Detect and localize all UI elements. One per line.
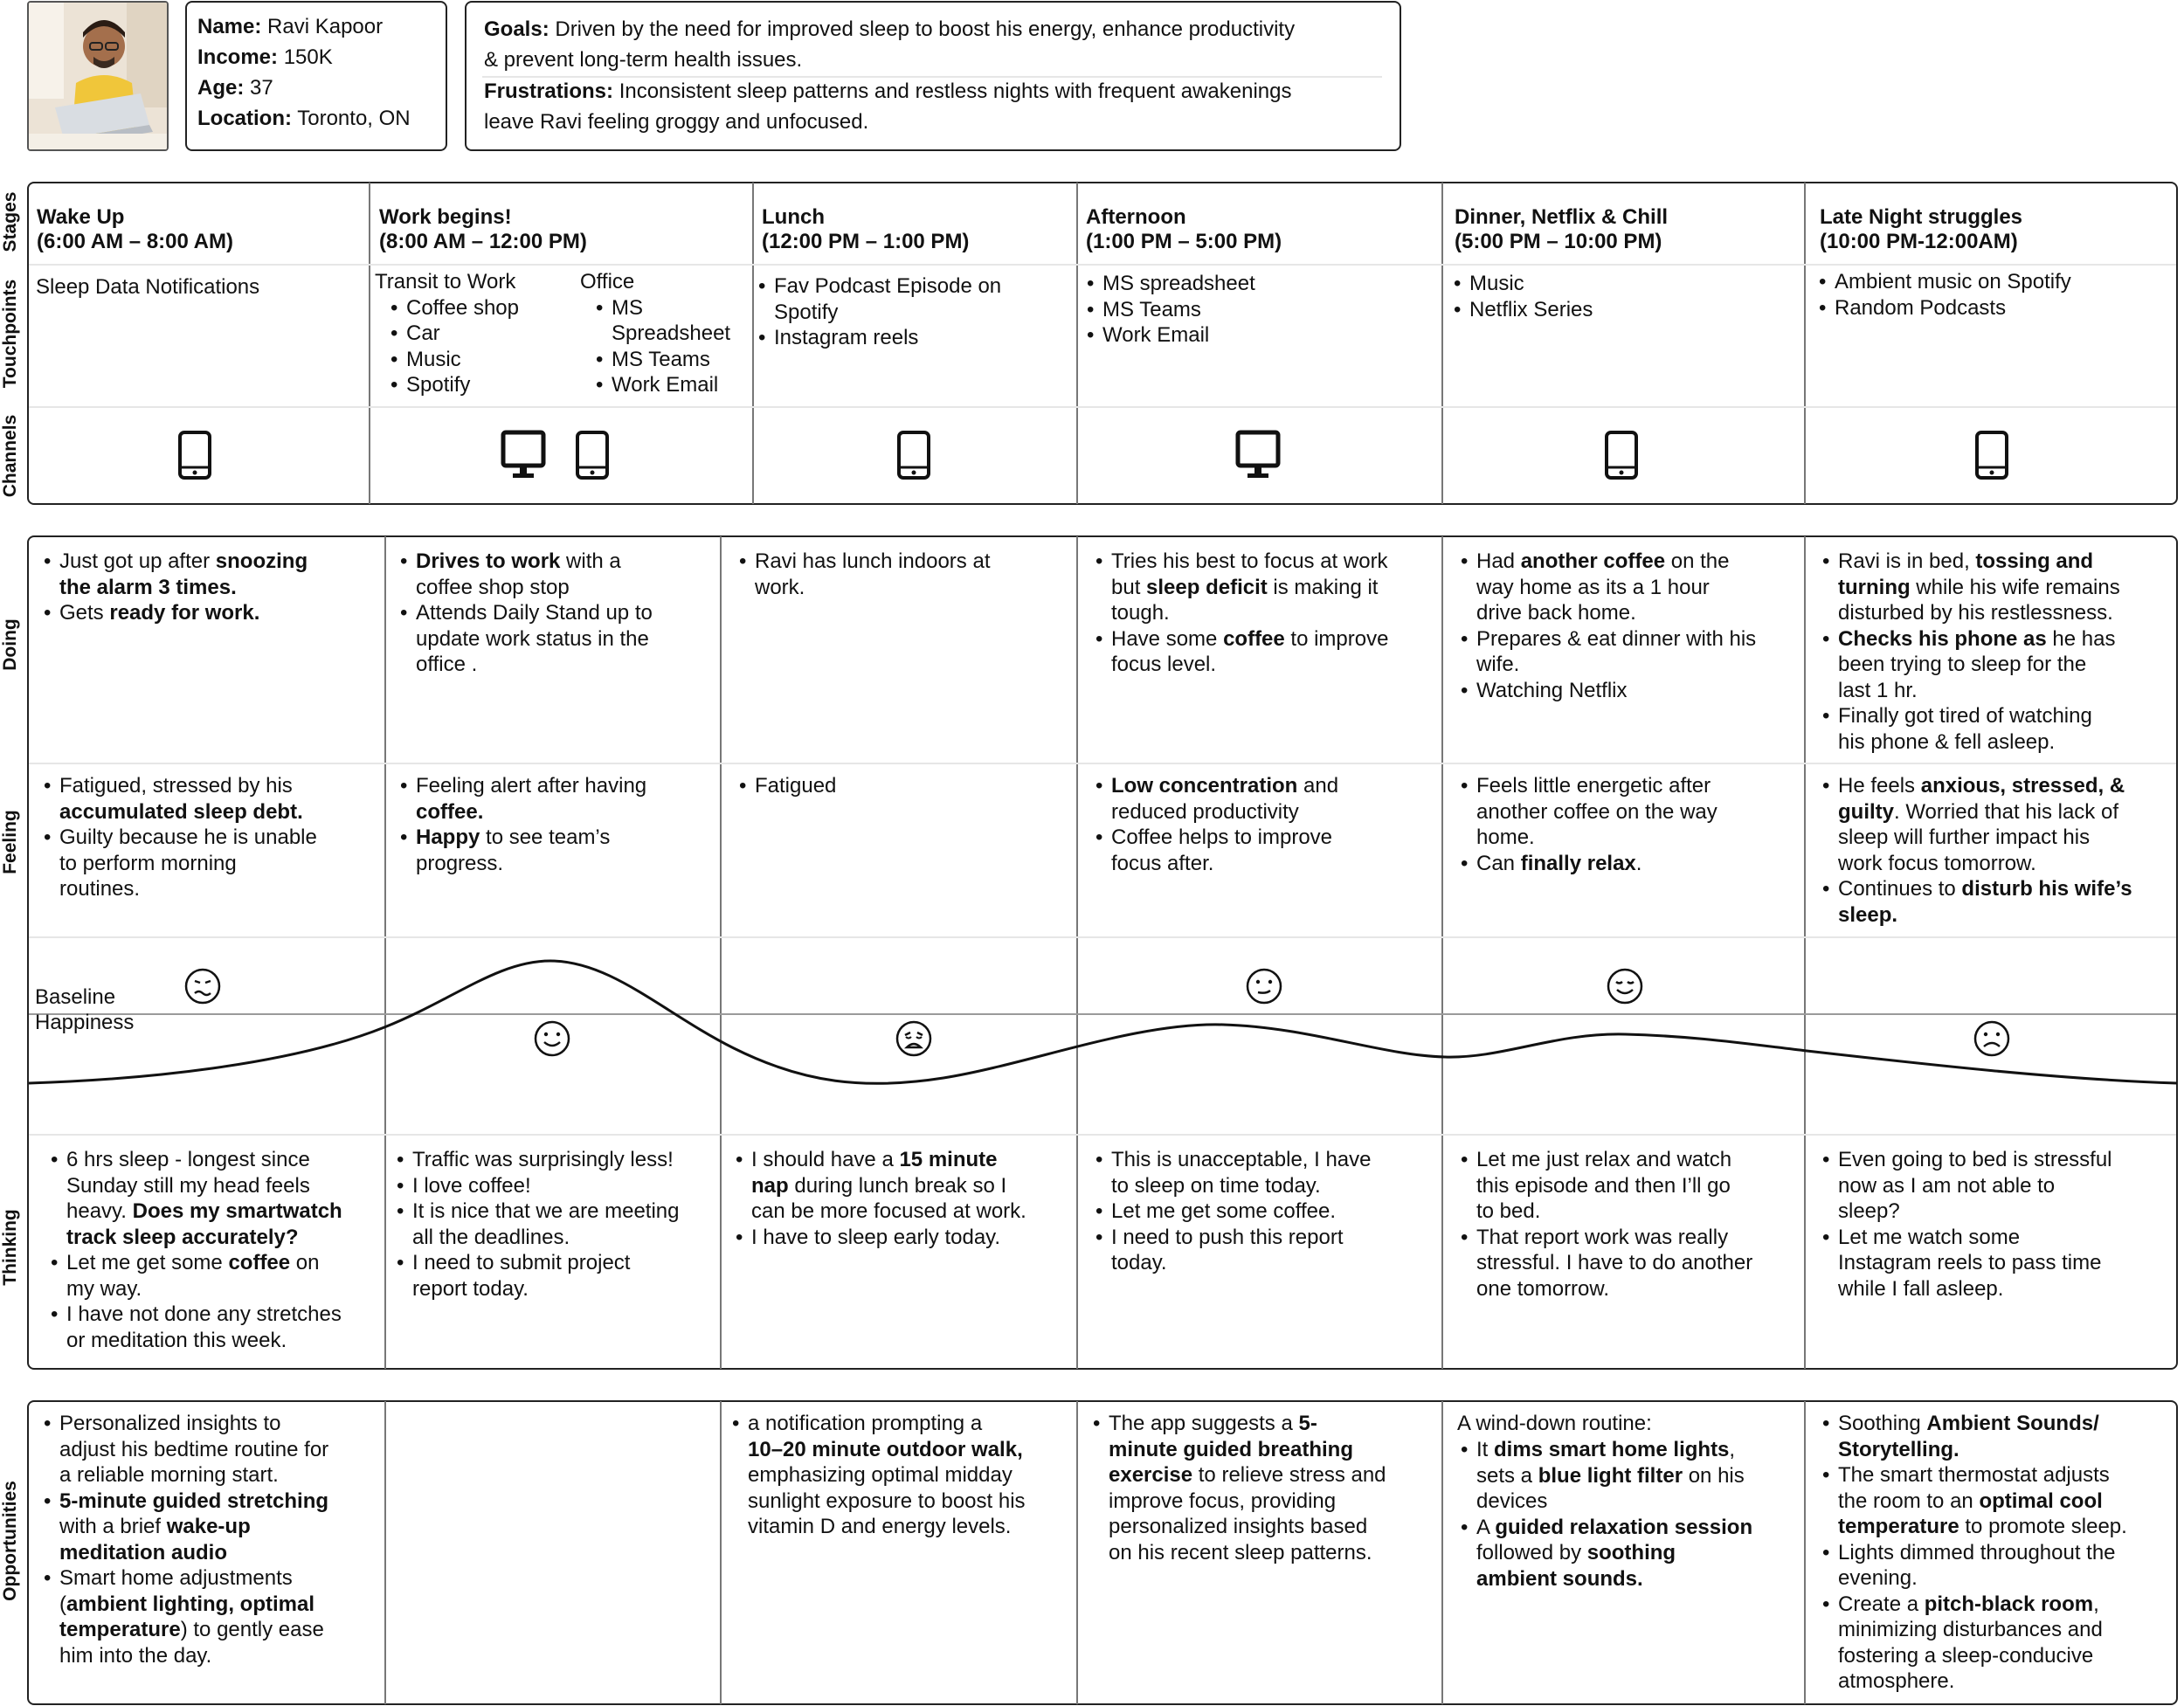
bullet-line: Fatigued bbox=[755, 774, 837, 798]
bullet-item bbox=[739, 1225, 1076, 1251]
bullet-line: his phone & fell asleep. bbox=[1838, 729, 2056, 754]
bullet-line: sleep? bbox=[1838, 1199, 1900, 1223]
touchpoint-item: • Random Podcasts bbox=[1822, 295, 2071, 321]
bullet-line: Feels little energetic after bbox=[1476, 774, 1711, 798]
baseline-label: Baseline Happiness bbox=[35, 985, 135, 1034]
bullet-line: temperature) to gently ease bbox=[59, 1618, 324, 1641]
bullet-item bbox=[400, 1173, 720, 1199]
bullet-line: the room to an optimal cool bbox=[1838, 1488, 2103, 1513]
persona-frustrations-cont: leave Ravi feeling groggy and unfocused. bbox=[484, 110, 869, 134]
bullet-line: improve focus, providing bbox=[1109, 1488, 1337, 1513]
bullet-item bbox=[1826, 1225, 2177, 1302]
bullet-line: A guided relaxation session bbox=[1476, 1515, 1753, 1539]
bullet-line: focus level. bbox=[1111, 653, 1217, 676]
bullet-line: with a brief wake-up bbox=[59, 1515, 251, 1538]
bullet-line: Attends Daily Stand up to bbox=[416, 601, 653, 625]
bullet-line: Let me just relax and watch bbox=[1476, 1148, 1732, 1171]
bullet-line: Traffic was surprisingly less! bbox=[412, 1148, 674, 1171]
bullet-line: Drives to work with a bbox=[416, 549, 621, 573]
bullet-item bbox=[1464, 1437, 1803, 1515]
bullet-line: work. bbox=[755, 575, 805, 599]
bullet-line: Guilty because he is unable bbox=[59, 825, 317, 849]
bullet-line: work focus tomorrow. bbox=[1838, 851, 2036, 875]
bullet-line: Instagram reels to pass time bbox=[1838, 1251, 2102, 1274]
touchpoint-item: • Ambient music on Spotify bbox=[1822, 269, 2071, 295]
thinking-cell bbox=[35, 1147, 384, 1353]
bullet-line: (ambient lighting, optimal bbox=[59, 1592, 314, 1616]
bullet-item bbox=[736, 1411, 1075, 1540]
happy-face-icon bbox=[533, 1019, 571, 1058]
bullet-line: atmosphere. bbox=[1838, 1669, 1955, 1693]
row-label-stages: Stages bbox=[0, 191, 20, 252]
bullet-line: followed by soothing bbox=[1476, 1541, 1676, 1564]
bullet-line: Let me watch some bbox=[1838, 1225, 2021, 1249]
opportunity-divider bbox=[384, 1401, 386, 1704]
bullet-line: accumulated sleep debt. bbox=[59, 799, 303, 824]
persona-income: Income: 150K bbox=[197, 45, 333, 69]
touchpoint-item: • MS Spreadsheet bbox=[599, 295, 730, 347]
stressed-face-icon bbox=[183, 967, 222, 1005]
bullet-line: I need to push this report bbox=[1111, 1225, 1344, 1249]
bullet-line: nap during lunch break so I bbox=[751, 1173, 1007, 1198]
bullet-line: That report work was really bbox=[1476, 1225, 1729, 1249]
persona-name: Name: Ravi Kapoor bbox=[197, 15, 384, 38]
thinking-cell bbox=[1807, 1147, 2177, 1302]
bullet-line: this episode and then I’ll go bbox=[1476, 1173, 1731, 1198]
bullet-line: Ravi has lunch indoors at bbox=[755, 549, 991, 573]
bullet-item bbox=[47, 1565, 381, 1668]
bullet-line: coffee shop stop bbox=[416, 575, 570, 599]
bullet-line: way home as its a 1 hour bbox=[1476, 575, 1710, 599]
bullet-line: Coffee helps to improve bbox=[1111, 825, 1333, 849]
row-label-feeling: Feeling bbox=[0, 810, 20, 874]
bullet-item bbox=[1826, 1592, 2177, 1695]
bullet-line: office . bbox=[416, 653, 478, 676]
stage-title-afternoon: Afternoon (1:00 PM – 5:00 PM) bbox=[1086, 205, 1282, 253]
bullet-line: heavy. Does my smartwatch bbox=[66, 1199, 342, 1223]
bullet-line: sunlight exposure to boost his bbox=[748, 1488, 1026, 1513]
bullet-item bbox=[1826, 1147, 2177, 1225]
row-label-thinking: Thinking bbox=[0, 1209, 20, 1286]
bullet-line: Even going to bed is stressful bbox=[1838, 1148, 2112, 1171]
bullet-item bbox=[1099, 1225, 1440, 1276]
bullet-line: Have some coffee to improve bbox=[1111, 626, 1389, 651]
opportunity-cell bbox=[1077, 1411, 1440, 1565]
touchpoint-item: • MS spreadsheet bbox=[1090, 271, 1255, 297]
bullet-line: another coffee on the way bbox=[1476, 799, 1717, 824]
bullet-item bbox=[400, 1147, 720, 1173]
bullet-line: Personalized insights to bbox=[59, 1412, 281, 1435]
tired-face-icon bbox=[895, 1019, 933, 1058]
bullet-item bbox=[1099, 1147, 1440, 1198]
bullet-line: reduced productivity bbox=[1111, 799, 1299, 824]
row-label-touchpoints: Touchpoints bbox=[0, 279, 20, 389]
touchpoint-item: • Work Email bbox=[599, 372, 730, 398]
bullet-line: all the deadlines. bbox=[412, 1225, 570, 1249]
opportunity-divider bbox=[1441, 1401, 1443, 1704]
bullet-line: Feeling alert after having bbox=[416, 774, 647, 798]
bullet-line: Let me get some coffee. bbox=[1111, 1199, 1337, 1223]
bullet-line: exercise to relieve stress and bbox=[1109, 1463, 1386, 1487]
touchpoint-heading: Transit to Work bbox=[375, 270, 516, 294]
bullet-line: 10–20 minute outdoor walk, bbox=[748, 1437, 1023, 1461]
bullet-line: Prepares & eat dinner with his bbox=[1476, 626, 1757, 651]
stage-title-wake: Wake Up (6:00 AM – 8:00 AM) bbox=[37, 205, 233, 253]
touchpoint-item: • Fav Podcast Episode on Spotify bbox=[762, 273, 1001, 325]
bullet-line: a reliable morning start. bbox=[59, 1463, 279, 1487]
bullet-line: my way. bbox=[66, 1276, 142, 1301]
bullet-line: Watching Netflix bbox=[1476, 678, 1628, 702]
bullet-line: home. bbox=[1476, 825, 1535, 849]
bullet-item bbox=[739, 1147, 1076, 1225]
stage-title-dinner: Dinner, Netflix & Chill (5:00 PM – 10:00 PM) bbox=[1455, 205, 1669, 253]
bullet-line: progress. bbox=[416, 851, 504, 875]
bullet-item bbox=[1099, 1198, 1440, 1225]
bullet-line: Continues to disturb his wife’s bbox=[1838, 877, 2132, 901]
opportunity-cell bbox=[1445, 1437, 1803, 1592]
bullet-line: minimizing disturbances and bbox=[1838, 1618, 2103, 1641]
bullet-line: evening. bbox=[1838, 1566, 1918, 1590]
bullet-item bbox=[47, 1411, 381, 1488]
bullet-line: to bed. bbox=[1476, 1199, 1541, 1223]
bullet-line: sleep. bbox=[1838, 902, 1898, 927]
opportunity-heading: A wind-down routine: bbox=[1457, 1412, 1652, 1435]
bullet-line: one tomorrow. bbox=[1476, 1276, 1610, 1301]
stage-title-late: Late Night struggles (10:00 PM-12:00AM) bbox=[1820, 205, 2023, 253]
touchpoint-item: • Instagram reels bbox=[762, 325, 1001, 351]
bullet-line: I love coffee! bbox=[412, 1173, 531, 1198]
bullet-line: ambient sounds. bbox=[1476, 1566, 1643, 1591]
bullet-line: Low concentration and bbox=[1111, 774, 1339, 798]
touchpoint-item: • Work Email bbox=[1090, 322, 1255, 349]
bullet-line: been trying to sleep for the bbox=[1838, 653, 2087, 676]
bullet-line: Create a pitch-black room, bbox=[1838, 1592, 2099, 1616]
emotion-curve-line bbox=[29, 961, 2177, 1083]
bullet-line: Soothing Ambient Sounds/ bbox=[1838, 1412, 2099, 1435]
bullet-line: Lights dimmed throughout the bbox=[1838, 1540, 2116, 1564]
bullet-line: Had another coffee on the bbox=[1476, 549, 1730, 573]
bullet-line: 6 hrs sleep - longest since bbox=[66, 1148, 310, 1171]
touchpoint-item: • Coffee shop bbox=[394, 295, 519, 321]
bullet-line: minute guided breathing bbox=[1109, 1437, 1353, 1461]
sad-face-icon bbox=[1973, 1019, 2011, 1058]
touchpoint-item: • Netflix Series bbox=[1457, 297, 1593, 323]
bullet-line: last 1 hr. bbox=[1838, 678, 1918, 702]
bullet-line: focus after. bbox=[1111, 851, 1214, 875]
thinking-cell bbox=[1445, 1147, 1803, 1302]
touchpoint-wake: Sleep Data Notifications bbox=[36, 275, 260, 299]
bullet-line: wife. bbox=[1476, 653, 1520, 676]
bullet-line: today. bbox=[1111, 1251, 1167, 1274]
bullet-item bbox=[1096, 1411, 1440, 1565]
stage-title-lunch: Lunch (12:00 PM – 1:00 PM) bbox=[762, 205, 970, 253]
stage-title-work: Work begins! (8:00 AM – 12:00 PM) bbox=[379, 205, 587, 253]
bullet-line: Fatigued, stressed by his bbox=[59, 774, 293, 798]
bullet-line: I need to submit project bbox=[412, 1251, 631, 1274]
persona-frustrations: Frustrations: Inconsistent sleep patterns and restless nights with frequent awakenings bbox=[484, 79, 1292, 103]
bullet-item bbox=[400, 1198, 720, 1250]
bullet-item bbox=[1826, 1462, 2177, 1540]
bullet-item bbox=[54, 1302, 384, 1353]
bullet-line: Storytelling. bbox=[1838, 1437, 1959, 1461]
bullet-line: It dims smart home lights, bbox=[1476, 1438, 1736, 1461]
bullet-line: to perform morning bbox=[59, 851, 237, 875]
bullet-line: adjust his bedtime routine for bbox=[59, 1437, 329, 1461]
bullet-line: Let me get some coffee on bbox=[66, 1251, 320, 1274]
bullet-line: fostering a sleep-conducive bbox=[1838, 1643, 2094, 1668]
bullet-item bbox=[54, 1250, 384, 1302]
bullet-line: a notification prompting a bbox=[748, 1412, 983, 1435]
bullet-line: coffee. bbox=[416, 799, 484, 824]
bullet-line: tough. bbox=[1111, 601, 1170, 625]
bullet-line: devices bbox=[1476, 1489, 1548, 1513]
bullet-line: the alarm 3 times. bbox=[59, 575, 237, 599]
bullet-item bbox=[1826, 1411, 2177, 1462]
bullet-line: on his recent sleep patterns. bbox=[1109, 1540, 1372, 1564]
opportunity-cell-5 bbox=[1457, 1411, 1803, 1437]
bullet-item bbox=[1464, 1225, 1803, 1302]
bullet-line: but sleep deficit is making it bbox=[1111, 575, 1379, 599]
bullet-line: Ravi is in bed, tossing and bbox=[1838, 549, 2094, 573]
bullet-item bbox=[1826, 1540, 2177, 1592]
bullet-line: Sunday still my head feels bbox=[66, 1173, 310, 1198]
row-label-opportunities: Opportunities bbox=[0, 1481, 20, 1601]
touchpoint-item: • Car bbox=[394, 321, 519, 347]
bullet-line: This is unacceptable, I have bbox=[1111, 1148, 1372, 1171]
bullet-line: turning while his wife remains bbox=[1838, 575, 2120, 599]
bullet-line: He feels anxious, stressed, & bbox=[1838, 774, 2125, 798]
bullet-line: I should have a 15 minute bbox=[751, 1148, 998, 1171]
bullet-line: disturbed by his restlessness. bbox=[1838, 601, 2113, 625]
bullet-line: 5-minute guided stretching bbox=[59, 1488, 329, 1513]
bullet-line: Gets ready for work. bbox=[59, 601, 260, 625]
opportunity-cell bbox=[1807, 1411, 2177, 1695]
opportunity-divider bbox=[1804, 1401, 1806, 1704]
bullet-line: or meditation this week. bbox=[66, 1328, 287, 1352]
bullet-item bbox=[1464, 1147, 1803, 1225]
row-label-channels: Channels bbox=[0, 414, 20, 498]
bullet-line: Checks his phone as he has bbox=[1838, 626, 2116, 651]
relaxed-face-icon bbox=[1606, 967, 1644, 1005]
bullet-line: The app suggests a 5- bbox=[1109, 1412, 1317, 1435]
bullet-line: now as I am not able to bbox=[1838, 1173, 2056, 1198]
persona-goals-cont: & prevent long-term health issues. bbox=[484, 48, 803, 72]
bullet-line: to sleep on time today. bbox=[1111, 1173, 1321, 1198]
bullet-line: stressful. I have to do another bbox=[1476, 1251, 1753, 1274]
bullet-item bbox=[47, 1488, 381, 1566]
bullet-line: vitamin D and energy levels. bbox=[748, 1515, 1012, 1538]
bullet-line: personalized insights based bbox=[1109, 1515, 1368, 1538]
bullet-line: I have to sleep early today. bbox=[751, 1225, 1001, 1249]
touchpoint-item: • MS Teams bbox=[1090, 297, 1255, 323]
bullet-line: drive back home. bbox=[1476, 601, 1636, 625]
bullet-item bbox=[1464, 1515, 1803, 1592]
touchpoint-heading: Office bbox=[580, 270, 635, 294]
bullet-line: emphasizing optimal midday bbox=[748, 1463, 1013, 1487]
bullet-line: guilty. Worried that his lack of bbox=[1838, 799, 2118, 824]
bullet-line: sets a blue light filter on his bbox=[1476, 1463, 1745, 1488]
bullet-line: update work status in the bbox=[416, 626, 649, 651]
touchpoint-item: • Music bbox=[1457, 271, 1593, 297]
bullet-line: routines. bbox=[59, 877, 141, 901]
bullet-line: I have not done any stretches bbox=[66, 1302, 342, 1326]
thinking-cell bbox=[381, 1147, 720, 1302]
persona-age: Age: 37 bbox=[197, 76, 273, 100]
bullet-line: report today. bbox=[412, 1276, 529, 1301]
bullet-line: while I fall asleep. bbox=[1838, 1276, 2004, 1301]
opportunity-cell bbox=[28, 1411, 381, 1668]
bullet-line: Can finally relax. bbox=[1476, 851, 1642, 875]
persona-goals: Goals: Driven by the need for improved sleep to boost his energy, enhance productivity bbox=[484, 17, 1296, 41]
persona-location: Location: Toronto, ON bbox=[197, 107, 411, 130]
touchpoint-item: • Spotify bbox=[394, 372, 519, 398]
bullet-line: Happy to see team’s bbox=[416, 825, 611, 849]
row-label-doing: Doing bbox=[0, 618, 20, 671]
touchpoint-item: • Music bbox=[394, 347, 519, 373]
bullet-line: meditation audio bbox=[59, 1540, 227, 1564]
bullet-line: It is nice that we are meeting bbox=[412, 1199, 680, 1223]
bullet-line: The smart thermostat adjusts bbox=[1838, 1463, 2110, 1487]
thinking-cell bbox=[720, 1147, 1076, 1250]
bullet-line: can be more focused at work. bbox=[751, 1199, 1026, 1223]
bullet-line: Finally got tired of watching bbox=[1838, 704, 2092, 728]
touchpoint-item: • MS Teams bbox=[599, 347, 730, 373]
bullet-line: temperature to promote sleep. bbox=[1838, 1515, 2127, 1538]
opportunity-cell bbox=[716, 1411, 1075, 1540]
bullet-item bbox=[54, 1147, 384, 1250]
neutral-face-icon bbox=[1245, 967, 1283, 1005]
bullet-line: him into the day. bbox=[59, 1643, 212, 1668]
bullet-line: sleep will further impact his bbox=[1838, 825, 2091, 849]
bullet-line: Tries his best to focus at work bbox=[1111, 549, 1388, 573]
bullet-item bbox=[400, 1250, 720, 1302]
thinking-cell bbox=[1080, 1147, 1440, 1276]
bullet-line: Just got up after snoozing bbox=[59, 549, 308, 573]
bullet-line: track sleep accurately? bbox=[66, 1225, 299, 1249]
bullet-line: Smart home adjustments bbox=[59, 1566, 293, 1590]
